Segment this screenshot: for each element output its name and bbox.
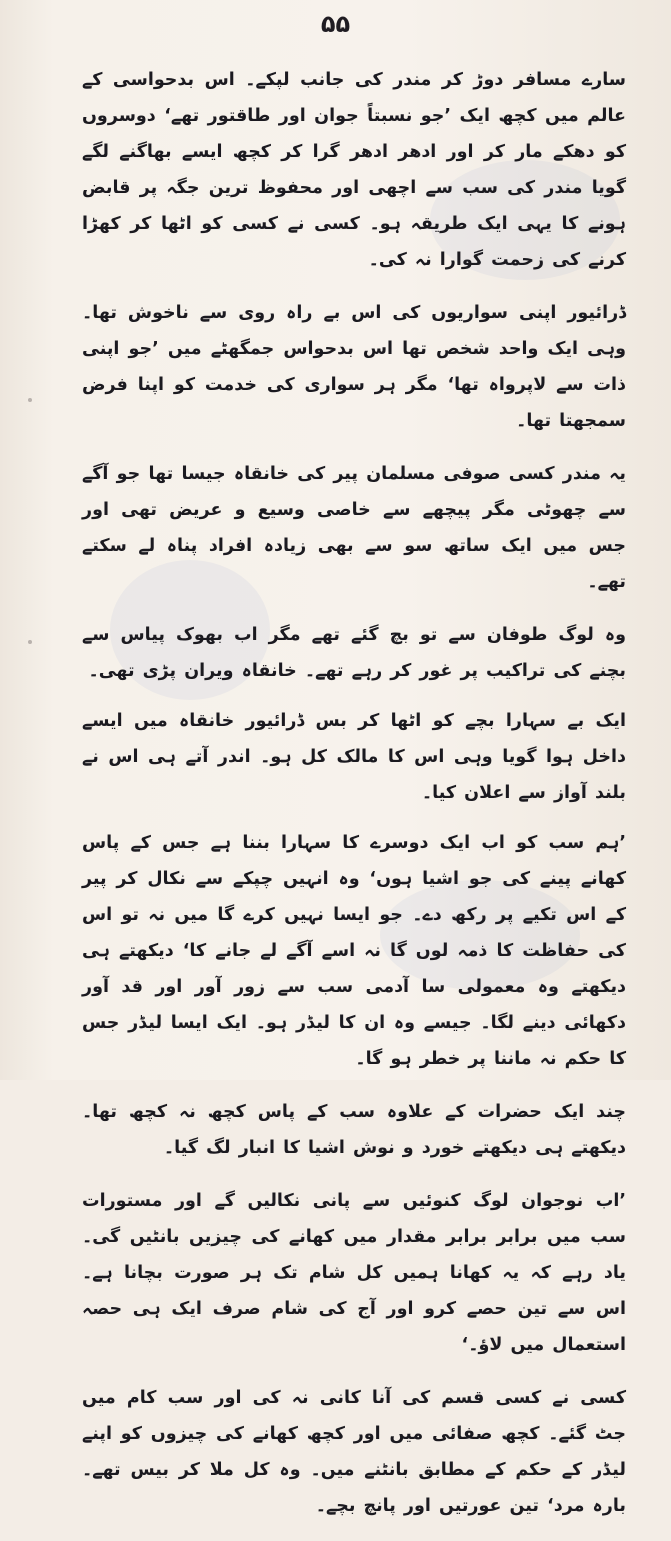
- paragraph-8: ’اب نوجوان لوگ کنوئیں سے پانی نکالیں گے اور مستورات سب میں برابر برابر مقدار میں کھانے کی چیزیں بانٹیں گی۔ یاد رہے کہ یہ کھانا ہمیں کل شام تک ہر صورت بچانا ہے۔ اس سے تین حصے کرو اور آج کی شام صرف ایک ہی حصہ استعمال میں لاؤ۔‘: [82, 1191, 626, 1355]
- paragraph-3: یہ مندر کسی صوفی مسلمان پیر کی خانقاہ جیسا تھا جو آگے سے چھوٹی مگر پیچھے سے خاصی وسیع و عریض تھی اور جس میں ایک ساتھ سو سے بھی زیادہ افراد پناہ لے سکتے تھے۔: [82, 464, 626, 592]
- page-number: ۵۵: [320, 10, 351, 38]
- margin-mark: [28, 640, 32, 644]
- paragraph-4: وہ لوگ طوفان سے تو بچ گئے تھے مگر اب بھوک پیاس سے بچنے کی تراکیب پر غور کر رہے تھے۔ خانقاہ ویران پڑی تھی۔: [82, 625, 626, 681]
- page-body: [82, 62, 626, 1541]
- paragraph-5: ایک بے سہارا بچے کو اٹھا کر بس ڈرائیور خانقاہ میں ایسے داخل ہوا گویا وہی اس کا مالک کل ہو۔ اندر آتے ہی اس نے بلند آواز سے اعلان کیا۔: [82, 711, 626, 803]
- paragraph-6: ’ہم سب کو اب ایک دوسرے کا سہارا بننا ہے جس کے پاس کھانے پینے کی جو اشیا ہوں‘ وہ انہیں چپکے سے نکال کر پیر کے اس تکیے پر رکھ دے۔ جو ایسا نہیں کرے گا میں نہ تو اس کی حفاظت کا ذمہ لوں گا نہ اسے آگے لے جانے کا‘ دیکھتے ہی دیکھتے وہ معمولی سا آدمی سب سے زور آور اور قد آور دکھائی دینے لگا۔ جیسے وہ ان کا لیڈر ہو۔ ایک ایسا لیڈر جس کا حکم نہ ماننا پر خطر ہو گا۔: [82, 833, 626, 1069]
- paragraph-2: ڈرائیور اپنی سواریوں کی اس بے راہ روی سے ناخوش تھا۔ وہی ایک واحد شخص تھا اس بدحواس جمگھٹے میں ’جو اپنی ذات سے لاپرواہ تھا‘ مگر ہر سواری کی خدمت کو اپنا فرض سمجھتا تھا۔: [82, 303, 626, 431]
- margin-mark: [28, 398, 32, 402]
- paragraph-9: کسی نے کسی قسم کی آنا کانی نہ کی اور سب کام میں جٹ گئے۔ کچھ صفائی میں اور کچھ کھانے کی چیزوں کو اپنے لیڈر کے حکم کے مطابق بانٹنے میں۔ وہ کل ملا کر بیس تھے۔ بارہ مرد‘ تین عورتیں اور پانچ بچے۔: [82, 1388, 626, 1516]
- paragraph-1: سارے مسافر دوڑ کر مندر کی جانب لپکے۔ اس بدحواسی کے عالم میں کچھ ایک ’جو نسبتاً جوان اور طاقتور تھے‘ دوسروں کو دھکے مار کر اور ادھر ادھر گرا کر کچھ ایسے بھاگنے لگے گویا مندر کی سب سے اچھی اور محفوظ ترین جگہ پر قابض ہونے کا یہی ایک طریقہ ہو۔ کسی نے کسی کو اٹھا کر کھڑا کرنے کی زحمت گوارا نہ کی۔: [82, 70, 626, 270]
- paragraph-7: چند ایک حضرات کے علاوہ سب کے پاس کچھ نہ کچھ تھا۔ دیکھتے ہی دیکھتے خورد و نوش اشیا کا انبار لگ گیا۔: [82, 1102, 626, 1158]
